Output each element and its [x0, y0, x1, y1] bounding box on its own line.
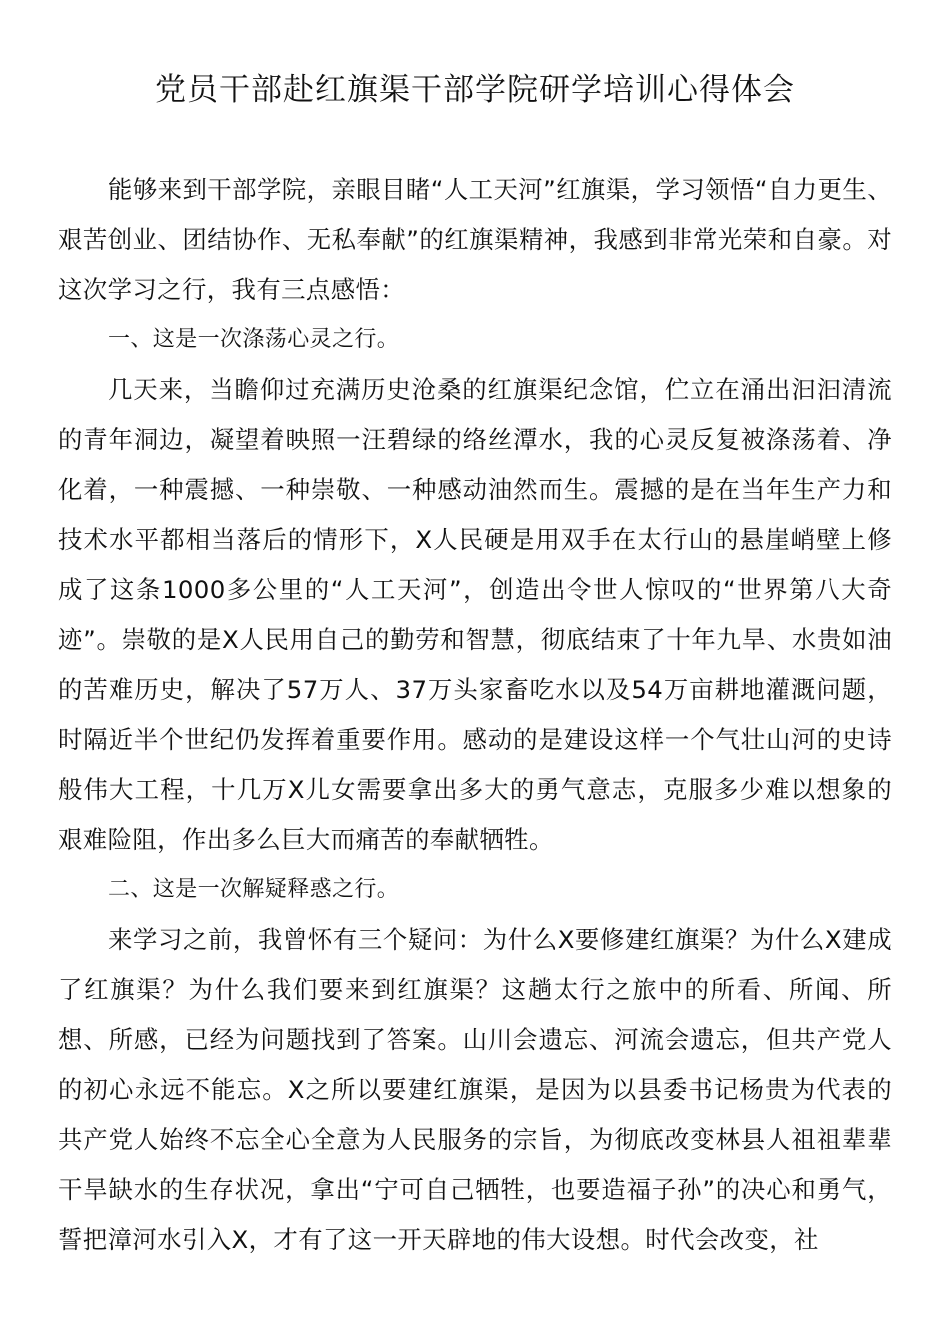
section-1-paragraph: 几天来，当瞻仰过充满历史沧桑的红旗渠纪念馆，伫立在涌出汩汩清流的青年洞边，凝望着映照一汪碧绿的络丝潭水，我的心灵反复被涤荡着、净化着，一种震撼、一种崇敬、一种感动油然而生。震撼的是在当年生产力和技术水平都相当落后的情形下，X人民硬是用双手在太行山的悬崖峭壁上修成了这条1000多公里的“人工天河”，创造出令世人惊叹的“世界第八大奇迹”。崇敬的是X人民用自己的勤劳和智慧，彻底结束了十年九旱、水贵如油的苦难历史，解决了57万人、37万头家畜吃水以及54万亩耕地灌溉问题，时隔近半个世纪仍发挥着重要作用。感动的是建设这样一个气壮山河的史诗般伟大工程，十几万X儿女需要拿出多大的勇气意志，克服多少难以想象的艰难险阻，作出多么巨大而痛苦的奉献牺牲。 [58, 375, 892, 854]
document-title: 党员干部赴红旗渠干部学院研学培训心得体会 [155, 72, 795, 108]
section-heading-2: 二、这是一次解疑释惑之行。 [108, 877, 400, 902]
intro-paragraph: 能够来到干部学院，亲眼目睹“人工天河”红旗渠，学习领悟“自力更生、艰苦创业、团结协作、无私奉献”的红旗渠精神，我感到非常光荣和自豪。对这次学习之行，我有三点感悟： [58, 175, 892, 304]
section-2-paragraph: 来学习之前，我曾怀有三个疑问：为什么X要修建红旗渠？为什么X建成了红旗渠？为什么我们要来到红旗渠？这趟太行之旅中的所看、所闻、所想、所感，已经为问题找到了答案。山川会遗忘、河流会遗忘，但共产党人的初心永远不能忘。X之所以要建红旗渠，是因为以县委书记杨贵为代表的共产党人始终不忘全心全意为人民服务的宗旨，为彻底改变林县人祖祖辈辈干旱缺水的生存状况，拿出“宁可自己牺牲，也要造福子孙”的决心和勇气，誓把漳河水引入X，才有了这一开天辟地的伟大设想。时代会改变，社 [58, 925, 892, 1254]
document-body [58, 165, 892, 1265]
section-heading-1: 一、这是一次涤荡心灵之行。 [108, 327, 400, 352]
